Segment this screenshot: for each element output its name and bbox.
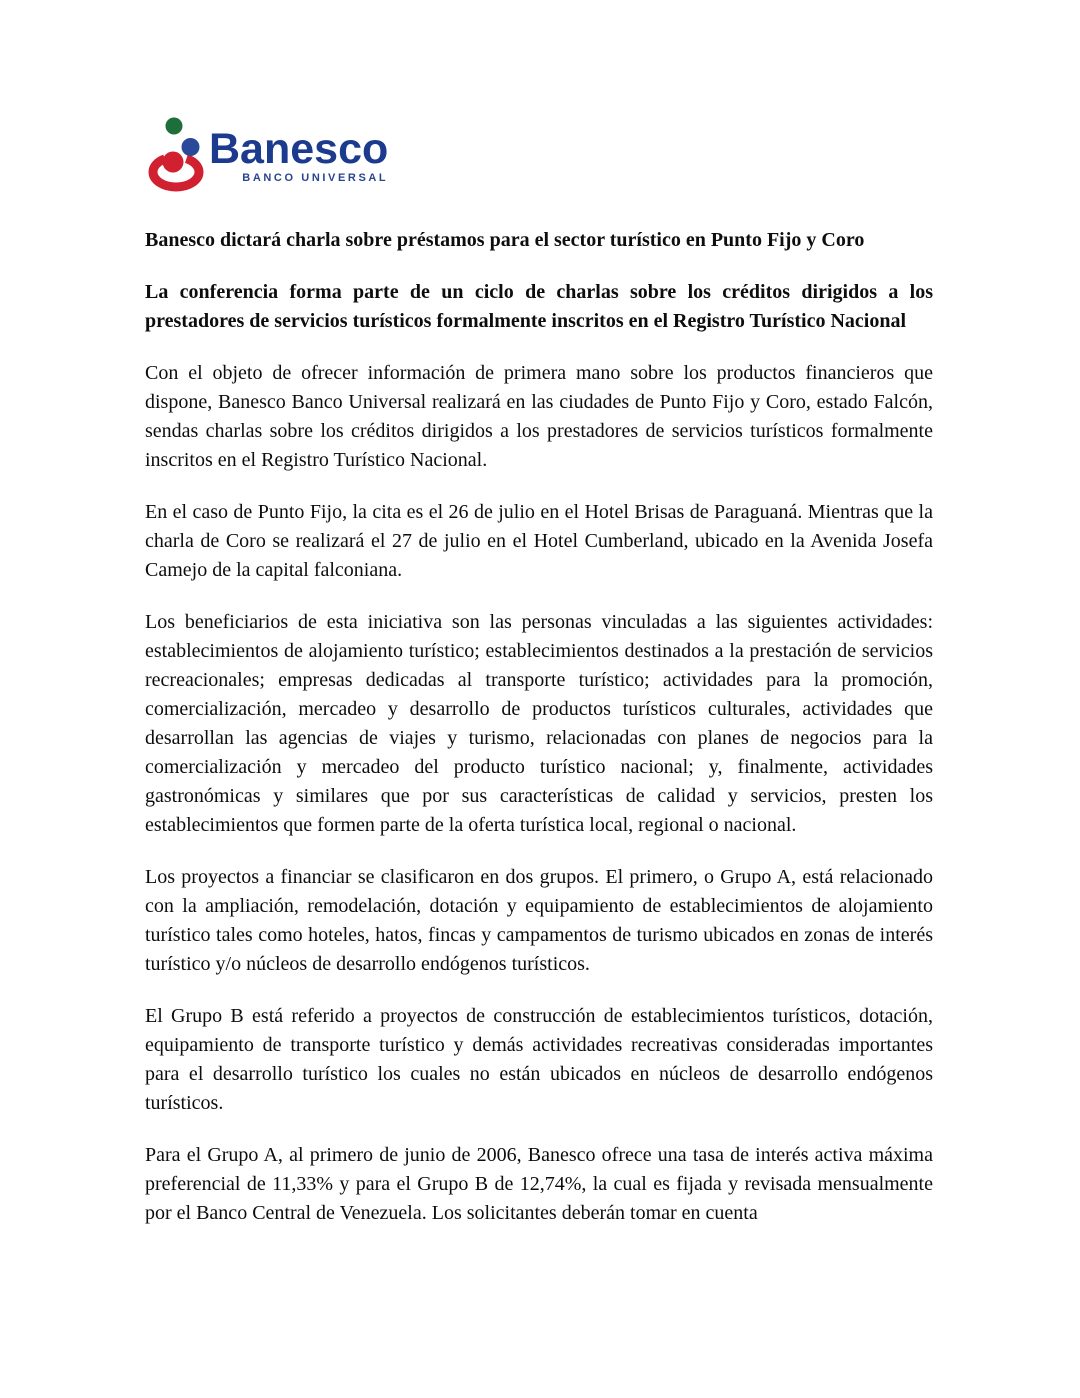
paragraph-grupo-b: El Grupo B está referido a proyectos de construcción de establecimientos turísticos, dotación, equipamiento de transporte turístico y demás actividades recreativas consideradas importantes para el desarrollo turístico los cuales no están ubicados en núcleos de desarrollo endógenos turísticos. xyxy=(145,1005,933,1114)
logo-tagline: BANCO UNIVERSAL xyxy=(242,172,389,184)
document-title: Banesco dictará charla sobre préstamos para el sector turístico en Punto Fijo y Coro xyxy=(145,229,865,251)
logo-text xyxy=(209,125,389,184)
banesco-logo xyxy=(148,110,388,194)
banesco-logo-icon xyxy=(148,110,206,194)
document-subtitle: La conferencia forma parte de un ciclo de charlas sobre los créditos dirigidos a los prestadores de servicios turísticos formalmente inscritos en el Registro Turístico Nacional xyxy=(145,281,933,332)
paragraph-dates-venues: En el caso de Punto Fijo, la cita es el 26 de julio en el Hotel Brisas de Paraguaná. Mientras que la charla de Coro se realizará el 27 de julio en el Hotel Cumberland, ubicado en la Avenida Josefa Camejo de la capital falconiana. xyxy=(145,501,933,581)
paragraph-intro: Con el objeto de ofrecer información de primera mano sobre los productos financieros que dispone, Banesco Banco Universal realizará en las ciudades de Punto Fijo y Coro, estado Falcón, sendas charlas sobre los créditos dirigidos a los prestadores de servicios turísticos formalmente inscritos en el Registro Turístico Nacional. xyxy=(145,362,933,471)
paragraph-interest-rates: Para el Grupo A, al primero de junio de 2006, Banesco ofrece una tasa de interés activa máxima preferencial de 11,33% y para el Grupo B de 12,74%, la cual es fijada y revisada mensualmente por el Banco Central de Venezuela. Los solicitantes deberán tomar en cuenta xyxy=(145,1144,933,1224)
paragraph-beneficiaries: Los beneficiarios de esta iniciativa son las personas vinculadas a las siguientes actividades: establecimientos de alojamiento turístico; establecimientos destinados a la prestación de servicios recreacionales; empresas dedicadas al transporte turístico; actividades para la promoción, comercialización, mercadeo y desarrollo de productos turísticos culturales, actividades que desarrollan las agencias de viajes y turismo, relacionadas con planes de negocios para la comercialización y mercadeo del producto turístico nacional; y, finalmente, actividades gastronómicas y similares que por sus características de calidad y servicios, presten los establecimientos que formen parte de la oferta turística local, regional o nacional. xyxy=(145,611,933,836)
document-body xyxy=(145,226,933,1251)
paragraph-grupo-a: Los proyectos a financiar se clasificaron en dos grupos. El primero, o Grupo A, está relacionado con la ampliación, remodelación, dotación y equipamiento de establecimientos de alojamiento turístico tales como hoteles, hatos, fincas y campamentos de turismo ubicados en zonas de interés turístico y/o núcleos de desarrollo endógenos turísticos. xyxy=(145,866,933,975)
logo-wordmark: Banesco xyxy=(209,125,389,173)
